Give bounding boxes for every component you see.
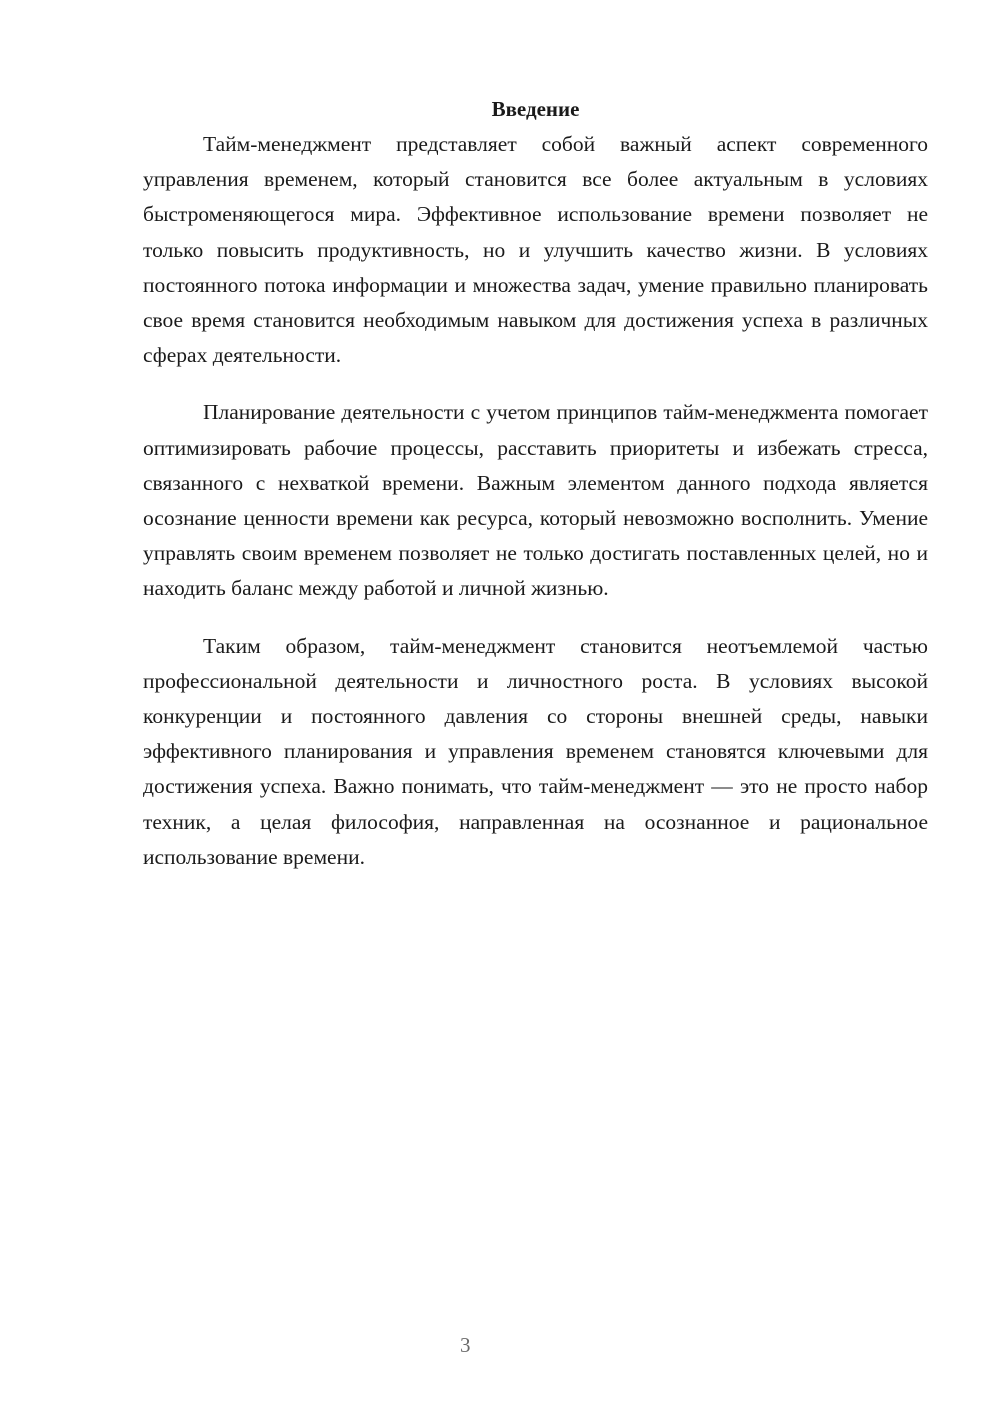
section-heading: Введение [491, 97, 580, 121]
paragraph-1: Тайм-менеджмент представляет собой важный аспект современного управления временем, который становится все более актуальным в условиях быстроменяющегося мира. Эффективное использование времени позволяет не только повысить продуктивность, но и улучшить качество жизни. В условиях постоянного потока информации и множества задач, умение правильно планировать свое время становится необходимым навыком для достижения успеха в различных сферах деятельности. [143, 132, 928, 368]
page-number: 3 [460, 1333, 471, 1357]
paragraph-2: Планирование деятельности с учетом принципов тайм-менеджмента помогает оптимизировать рабочие процессы, расставить приоритеты и избежать стресса, связанного с нехваткой времени. Важным элементом данного подхода является осознание ценности времени как ресурса, который невозможно восполнить. Умение управлять своим временем позволяет не только достигать поставленных целей, но и находить баланс между работой и личной жизнью. [143, 400, 928, 601]
paragraph-3: Таким образом, тайм-менеджмент становится неотъемлемой частью профессиональной деятельности и личностного роста. В условиях высокой конкуренции и постоянного давления со стороны внешней среды, навыки эффективного планирования и управления временем становятся ключевыми для достижения успеха. Важно понимать, что тайм-менеджмент — это не просто набор техник, а целая философия, направленная на осознанное и рациональное использование времени. [143, 633, 928, 869]
page-content [143, 92, 928, 875]
